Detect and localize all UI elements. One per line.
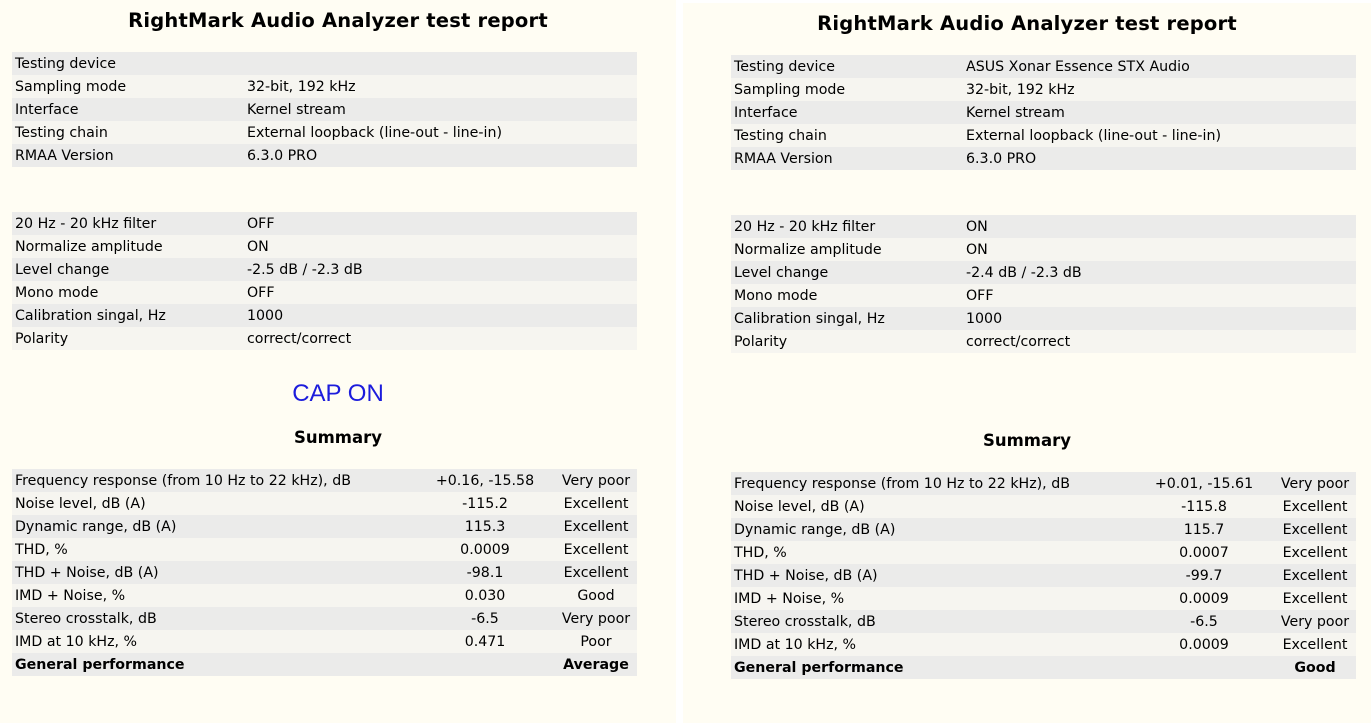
setting-row xyxy=(12,327,637,350)
summary-row xyxy=(731,587,1356,610)
setting-row xyxy=(12,235,637,258)
setting-value: correct/correct xyxy=(963,330,1356,353)
setting-label: Normalize amplitude xyxy=(12,235,244,258)
summary-row xyxy=(731,518,1356,541)
metric-value: 115.7 xyxy=(1134,518,1274,541)
setting-row xyxy=(731,261,1356,284)
metric-label: IMD + Noise, % xyxy=(12,584,415,607)
setting-row xyxy=(12,258,637,281)
summary-heading: Summary xyxy=(982,431,1072,450)
metric-value: 0.030 xyxy=(415,584,555,607)
summary-row xyxy=(731,541,1356,564)
metric-grade: Good xyxy=(555,584,637,607)
info-label: Sampling mode xyxy=(12,75,244,98)
setting-label: Mono mode xyxy=(12,281,244,304)
metric-value: 0.0009 xyxy=(1134,633,1274,656)
info-value: ASUS Xonar Essence STX Audio xyxy=(963,55,1356,78)
summary-row xyxy=(12,561,637,584)
metric-grade: Very poor xyxy=(555,469,637,492)
metric-value: 0.0009 xyxy=(415,538,555,561)
metric-grade: Excellent xyxy=(555,515,637,538)
info-value: 32-bit, 192 kHz xyxy=(244,75,637,98)
metric-grade: Excellent xyxy=(1274,587,1356,610)
setting-value: ON xyxy=(244,235,637,258)
general-performance-row xyxy=(731,656,1356,679)
setting-label: Level change xyxy=(12,258,244,281)
setting-label: Normalize amplitude xyxy=(731,238,963,261)
info-label: RMAA Version xyxy=(12,144,244,167)
info-label: Sampling mode xyxy=(731,78,963,101)
setting-label: Calibration singal, Hz xyxy=(12,304,244,327)
info-row xyxy=(731,55,1356,78)
summary-row xyxy=(12,469,637,492)
summary-row xyxy=(12,515,637,538)
summary-row xyxy=(12,538,637,561)
general-performance-label: General performance xyxy=(731,656,1134,679)
setting-row xyxy=(12,281,637,304)
info-label: Testing chain xyxy=(12,121,244,144)
metric-label: IMD at 10 kHz, % xyxy=(12,630,415,653)
info-row xyxy=(731,124,1356,147)
setting-row xyxy=(731,238,1356,261)
setting-label: Mono mode xyxy=(731,284,963,307)
summary-row xyxy=(12,607,637,630)
info-value: Kernel stream xyxy=(244,98,637,121)
general-performance-row xyxy=(12,653,637,676)
setting-value: -2.5 dB / -2.3 dB xyxy=(244,258,637,281)
report-panel-right xyxy=(683,3,1371,723)
metric-grade: Excellent xyxy=(1274,633,1356,656)
report-panel-left xyxy=(0,0,676,723)
info-row xyxy=(731,78,1356,101)
settings-table xyxy=(12,212,637,350)
setting-row xyxy=(731,284,1356,307)
setting-value: ON xyxy=(963,215,1356,238)
device-info-table xyxy=(12,52,637,167)
metric-value: 115.3 xyxy=(415,515,555,538)
metric-grade: Poor xyxy=(555,630,637,653)
setting-label: 20 Hz - 20 kHz filter xyxy=(12,212,244,235)
metric-value: -99.7 xyxy=(1134,564,1274,587)
metric-grade: Very poor xyxy=(1274,610,1356,633)
info-label: Testing chain xyxy=(731,124,963,147)
setting-label: Polarity xyxy=(12,327,244,350)
metric-grade: Excellent xyxy=(555,492,637,515)
setting-value: ON xyxy=(963,238,1356,261)
summary-row xyxy=(12,584,637,607)
metric-label: THD + Noise, dB (A) xyxy=(12,561,415,584)
info-value: 6.3.0 PRO xyxy=(244,144,637,167)
setting-value: 1000 xyxy=(244,304,637,327)
report-title: RightMark Audio Analyzer test report xyxy=(128,9,548,32)
device-info-table xyxy=(731,55,1356,170)
metric-grade: Excellent xyxy=(1274,541,1356,564)
setting-label: Calibration singal, Hz xyxy=(731,307,963,330)
setting-value: OFF xyxy=(244,281,637,304)
metric-value: -6.5 xyxy=(415,607,555,630)
info-row xyxy=(12,75,637,98)
setting-row xyxy=(12,212,637,235)
summary-row xyxy=(731,495,1356,518)
metric-value: -115.8 xyxy=(1134,495,1274,518)
info-label: Interface xyxy=(12,98,244,121)
setting-label: 20 Hz - 20 kHz filter xyxy=(731,215,963,238)
setting-row xyxy=(731,307,1356,330)
info-row xyxy=(12,121,637,144)
summary-row xyxy=(731,564,1356,587)
metric-value: -115.2 xyxy=(415,492,555,515)
summary-table xyxy=(731,472,1356,679)
setting-value: OFF xyxy=(963,284,1356,307)
info-value xyxy=(244,52,637,75)
settings-table xyxy=(731,215,1356,353)
info-label: Interface xyxy=(731,101,963,124)
metric-grade: Excellent xyxy=(555,561,637,584)
info-label: Testing device xyxy=(12,52,244,75)
metric-label: Dynamic range, dB (A) xyxy=(731,518,1134,541)
info-row xyxy=(731,147,1356,170)
metric-label: IMD + Noise, % xyxy=(731,587,1134,610)
info-value: External loopback (line-out - line-in) xyxy=(963,124,1356,147)
info-row xyxy=(12,144,637,167)
general-performance-grade: Good xyxy=(1274,656,1356,679)
metric-value: +0.16, -15.58 xyxy=(415,469,555,492)
info-value: 6.3.0 PRO xyxy=(963,147,1356,170)
metric-value: -6.5 xyxy=(1134,610,1274,633)
metric-grade: Excellent xyxy=(1274,564,1356,587)
metric-label: THD + Noise, dB (A) xyxy=(731,564,1134,587)
summary-row xyxy=(731,610,1356,633)
metric-label: Noise level, dB (A) xyxy=(12,492,415,515)
info-row xyxy=(12,98,637,121)
metric-value: 0.0007 xyxy=(1134,541,1274,564)
setting-value: correct/correct xyxy=(244,327,637,350)
metric-grade: Excellent xyxy=(1274,495,1356,518)
info-label: RMAA Version xyxy=(731,147,963,170)
metric-label: Dynamic range, dB (A) xyxy=(12,515,415,538)
setting-row xyxy=(12,304,637,327)
metric-label: Frequency response (from 10 Hz to 22 kHz), dB xyxy=(731,472,1134,495)
info-value: 32-bit, 192 kHz xyxy=(963,78,1356,101)
general-performance-grade: Average xyxy=(555,653,637,676)
metric-grade: Excellent xyxy=(555,538,637,561)
summary-row xyxy=(12,492,637,515)
metric-label: THD, % xyxy=(731,541,1134,564)
setting-value: -2.4 dB / -2.3 dB xyxy=(963,261,1356,284)
metric-value: 0.0009 xyxy=(1134,587,1274,610)
summary-row xyxy=(731,633,1356,656)
info-row xyxy=(731,101,1356,124)
metric-grade: Excellent xyxy=(1274,518,1356,541)
setting-label: Polarity xyxy=(731,330,963,353)
general-performance-label: General performance xyxy=(12,653,415,676)
metric-label: Stereo crosstalk, dB xyxy=(12,607,415,630)
metric-grade: Very poor xyxy=(555,607,637,630)
cap-on-annotation: CAP ON xyxy=(292,380,384,407)
setting-label: Level change xyxy=(731,261,963,284)
info-value: Kernel stream xyxy=(963,101,1356,124)
metric-grade: Very poor xyxy=(1274,472,1356,495)
metric-label: IMD at 10 kHz, % xyxy=(731,633,1134,656)
info-label: Testing device xyxy=(731,55,963,78)
setting-row xyxy=(731,215,1356,238)
metric-value: +0.01, -15.61 xyxy=(1134,472,1274,495)
info-row xyxy=(12,52,637,75)
metric-label: Frequency response (from 10 Hz to 22 kHz), dB xyxy=(12,469,415,492)
setting-row xyxy=(731,330,1356,353)
metric-label: THD, % xyxy=(12,538,415,561)
metric-value: -98.1 xyxy=(415,561,555,584)
metric-value: 0.471 xyxy=(415,630,555,653)
metric-label: Noise level, dB (A) xyxy=(731,495,1134,518)
summary-table xyxy=(12,469,637,676)
setting-value: 1000 xyxy=(963,307,1356,330)
setting-value: OFF xyxy=(244,212,637,235)
metric-label: Stereo crosstalk, dB xyxy=(731,610,1134,633)
report-title: RightMark Audio Analyzer test report xyxy=(817,12,1237,35)
summary-row xyxy=(731,472,1356,495)
summary-row xyxy=(12,630,637,653)
info-value: External loopback (line-out - line-in) xyxy=(244,121,637,144)
summary-heading: Summary xyxy=(293,428,383,447)
